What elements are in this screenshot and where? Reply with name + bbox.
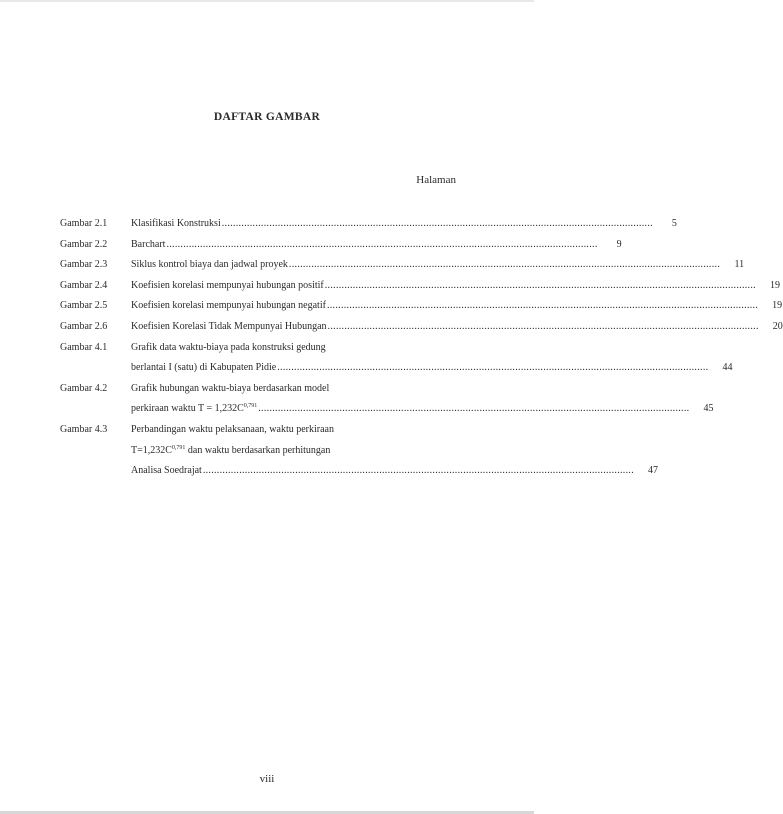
page-number: 47 xyxy=(648,465,659,477)
list-item xyxy=(60,259,745,280)
leader-dots xyxy=(327,300,758,312)
page-footer-number: viii xyxy=(259,773,275,785)
page-title: DAFTAR GAMBAR xyxy=(213,111,321,123)
list-item xyxy=(60,382,714,424)
figure-caption: Koefisien korelasi mempunyai hubungan positif xyxy=(131,279,324,291)
formula-text: perkiraan waktu T = 1,232C xyxy=(131,403,244,415)
figure-caption: Koefisien korelasi mempunyai hubungan negatif xyxy=(131,300,326,312)
page-column-header: Halaman xyxy=(416,174,456,186)
page-number: 9 xyxy=(616,238,622,250)
leader-dots xyxy=(289,259,720,271)
figure-caption: Grafik hubungan waktu-biaya berdasarkan model xyxy=(131,382,330,394)
figure-number: Gambar 4.1 xyxy=(60,341,108,353)
figure-caption: Barchart xyxy=(131,238,166,250)
leader-dots xyxy=(258,403,689,415)
figure-caption: Koefisien Korelasi Tidak Mempunyai Hubungan xyxy=(131,320,327,332)
leader-dots xyxy=(203,465,634,477)
figure-number: Gambar 4.2 xyxy=(60,382,108,394)
formula-exponent: 0,791 xyxy=(243,403,258,410)
figure-number: Gambar 2.2 xyxy=(60,238,108,250)
formula-text: T=1,232C xyxy=(131,444,172,456)
figure-number: Gambar 2.1 xyxy=(60,218,108,229)
list-item xyxy=(60,341,733,383)
leader-dots xyxy=(277,362,708,374)
figure-caption-continued: Analisa Soedrajat xyxy=(131,465,202,477)
page-number: 45 xyxy=(703,403,714,415)
page-number: 5 xyxy=(671,218,677,229)
leader-dots xyxy=(166,239,597,251)
page-number: 11 xyxy=(734,259,745,271)
figure-caption-continued xyxy=(131,403,257,415)
formula-exponent: 0,791 xyxy=(171,444,186,451)
page-number: 19 xyxy=(772,300,783,312)
figure-number: Gambar 2.4 xyxy=(60,279,108,291)
page-number: 19 xyxy=(769,279,780,291)
figure-caption: Siklus kontrol biaya dan jadwal proyek xyxy=(131,259,288,271)
figure-number: Gambar 2.3 xyxy=(60,259,108,271)
leader-dots xyxy=(222,218,653,230)
figure-caption: Klasifikasi Konstruksi xyxy=(131,218,221,229)
figure-number: Gambar 4.3 xyxy=(60,423,108,435)
caption-suffix: dan waktu berdasarkan perhitungan xyxy=(185,444,331,456)
figure-number: Gambar 2.5 xyxy=(60,300,108,312)
list-item xyxy=(60,423,659,486)
list-item xyxy=(60,320,783,342)
figure-caption-continued xyxy=(131,445,330,457)
list-item xyxy=(60,300,783,321)
page-number: 20 xyxy=(772,320,783,332)
figure-list xyxy=(60,218,783,486)
top-edge xyxy=(0,0,534,2)
list-item xyxy=(60,238,622,260)
list-item xyxy=(60,218,677,239)
figure-caption-continued: berlantai I (satu) di Kabupaten Pidie xyxy=(131,362,277,374)
figure-caption: Perbandingan waktu pelaksanaan, waktu perkiraan xyxy=(131,423,334,435)
figure-caption: Grafik data waktu-biaya pada konstruksi gedung xyxy=(131,341,326,353)
list-item xyxy=(60,279,780,301)
leader-dots xyxy=(325,280,756,292)
leader-dots xyxy=(328,321,759,333)
figure-number: Gambar 2.6 xyxy=(60,320,108,332)
page-number: 44 xyxy=(722,362,733,374)
